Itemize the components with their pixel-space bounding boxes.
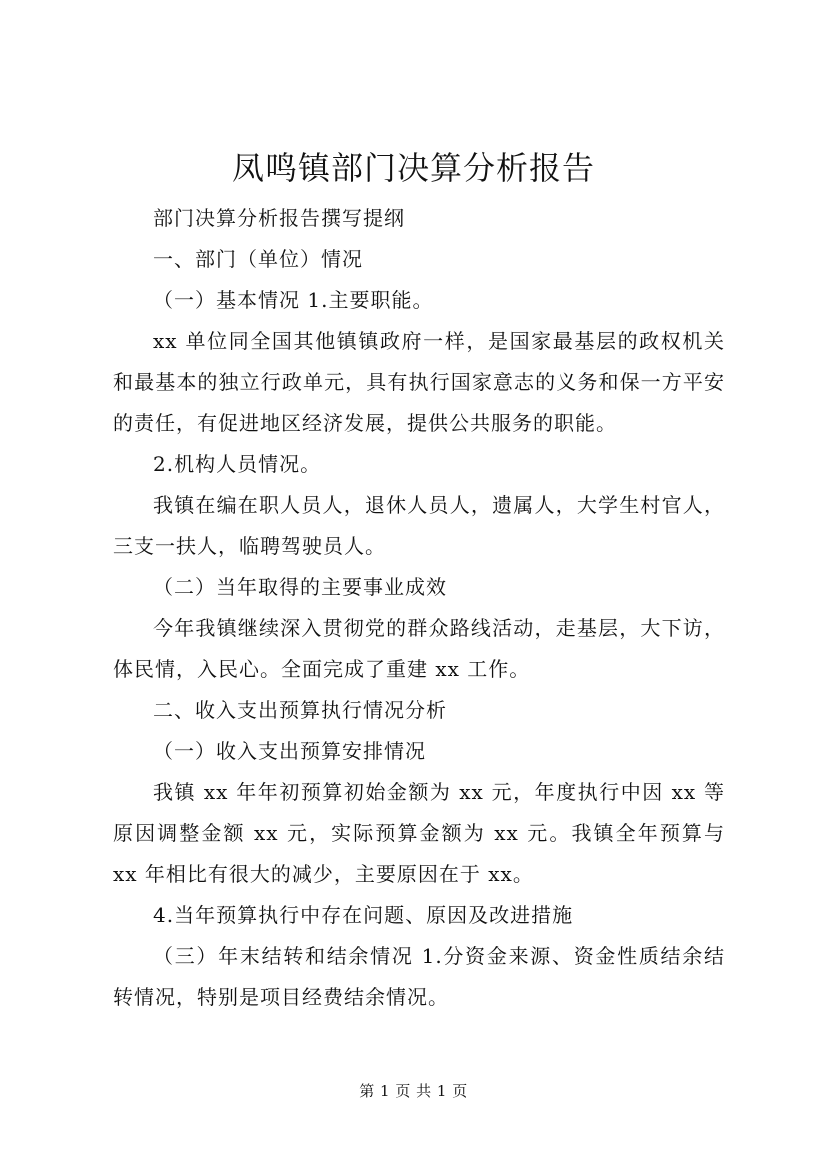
paragraph-budget: 我镇 xx 年年初预算初始金额为 xx 元，年度执行中因 xx 等原因调整金额 xx 元，实际预算金额为 xx 元。我镇全年预算与 xx 年相比有很大的减少，主要原因在于 xx。 xyxy=(113,780,725,886)
page-footer: 第 1 页 共 1 页 xyxy=(359,1082,468,1100)
paragraph-staff: 我镇在编在职人员人，退休人员人，遗属人，大学生村官人，三支一扶人，临聘驾驶员人。 xyxy=(113,493,725,558)
paragraph-carryover: （三）年末结转和结余情况 1.分资金来源、资金性质结余结转情况，特别是项目经费结余情况。 xyxy=(113,944,725,1009)
document-title: 凤鸣镇部门决算分析报告 xyxy=(231,149,595,187)
paragraph-basic-info: （一）基本情况 1.主要职能。 xyxy=(153,288,434,312)
document-body xyxy=(113,198,725,1018)
paragraph-budget-heading: （一）收入支出预算安排情况 xyxy=(153,739,426,763)
paragraph-section-2: 二、收入支出预算执行情况分析 xyxy=(153,698,447,722)
paragraph-achievements: 今年我镇继续深入贯彻党的群众路线活动，走基层，大下访，体民情，入民心。全面完成了重建 xx 工作。 xyxy=(113,616,725,681)
paragraph-achievements-heading: （二）当年取得的主要事业成效 xyxy=(153,575,447,599)
paragraph-staff-heading: 2.机构人员情况。 xyxy=(153,452,322,476)
paragraph-section-1: 一、部门（单位）情况 xyxy=(153,247,363,271)
paragraph-functions: xx 单位同全国其他镇镇政府一样，是国家最基层的政权机关和最基本的独立行政单元，具有执行国家意志的义务和保一方平安的责任，有促进地区经济发展，提供公共服务的职能。 xyxy=(113,329,725,435)
paragraph-outline-heading: 部门决算分析报告撰写提纲 xyxy=(153,206,405,230)
paragraph-problems-heading: 4.当年预算执行中存在问题、原因及改进措施 xyxy=(153,903,574,927)
